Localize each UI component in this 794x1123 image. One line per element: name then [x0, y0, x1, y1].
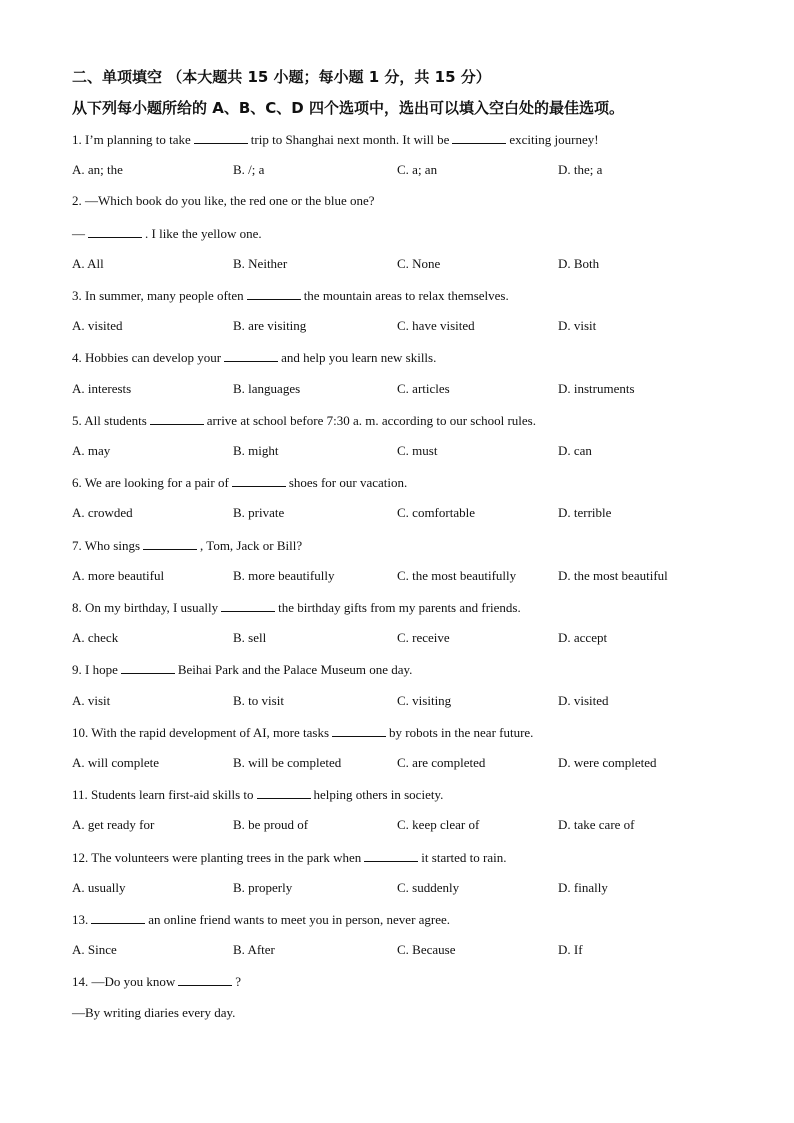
question-text: arrive at school before 7:30 a. m. according to our school rules. [206, 412, 536, 428]
answer-blank [232, 474, 286, 487]
answer-blank [121, 661, 175, 674]
question-14 [72, 973, 241, 990]
question-13-option-b: B. After [233, 942, 275, 958]
answer-blank [150, 412, 204, 425]
question-3-option-d: D. visit [558, 318, 597, 334]
question-text: , Tom, Jack or Bill? [200, 537, 303, 553]
question-text: it started to rain. [421, 849, 507, 865]
question-text: 8. On my birthday, I usually [72, 600, 219, 615]
section-instruction: 从下列每小题所给的 A、B、C、D 四个选项中，选出可以填入空白处的最佳选项。 [72, 99, 624, 117]
question-8-option-d: D. accept [558, 630, 608, 646]
question-1-option-d: D. the; a [558, 162, 603, 178]
question-text: Beihai Park and the Palace Museum one day. [177, 662, 413, 678]
question-5-option-d: D. can [558, 443, 592, 458]
question-2-option-b: B. Neither [233, 255, 288, 271]
question-2-reply [72, 225, 262, 242]
question-10-option-c: C. are completed [397, 755, 486, 770]
question-text: the mountain areas to relax themselves. [303, 288, 509, 303]
question-7-option-c: C. the most beautifully [397, 567, 517, 583]
answer-blank [452, 131, 506, 144]
question-3-option-b: B. are visiting [233, 318, 307, 334]
question-5-option-a: A. may [72, 443, 111, 458]
question-text: the birthday gifts from my parents and friends. [278, 600, 521, 615]
question-text: by robots in the near future. [389, 724, 534, 740]
question-text: and help you learn new skills. [281, 350, 437, 366]
question-8 [72, 599, 521, 616]
question-6-option-a: A. crowded [72, 505, 133, 521]
question-13-option-d: D. If [558, 942, 583, 958]
question-text: . I like the yellow one. [145, 225, 262, 241]
question-13-option-a: A. Since [72, 942, 117, 958]
question-12-option-c: C. suddenly [397, 879, 460, 895]
question-4-option-b: B. languages [233, 380, 301, 396]
question-2 [72, 193, 375, 209]
question-7-option-d: D. the most beautiful [558, 567, 668, 583]
answer-blank [221, 599, 275, 612]
question-6-option-c: C. comfortable [397, 505, 475, 521]
answer-blank [364, 849, 418, 862]
question-12 [72, 849, 507, 866]
question-text: trip to Shanghai next month. It will be [250, 132, 450, 147]
question-10-option-a: A. will complete [72, 755, 160, 770]
answer-blank [178, 973, 232, 986]
question-4 [72, 349, 436, 366]
question-text: helping others in society. [313, 787, 444, 803]
question-9-option-a: A. visit [72, 692, 111, 708]
question-6-option-b: B. private [233, 505, 285, 521]
question-3-option-a: A. visited [72, 318, 123, 334]
question-9-option-c: C. visiting [397, 692, 452, 708]
question-text: 10. With the rapid development of AI, more tasks [72, 724, 330, 740]
question-text: 4. Hobbies can develop your [72, 350, 222, 366]
question-6-option-d: D. terrible [558, 505, 612, 521]
question-text: — [72, 225, 85, 241]
question-text: 5. All students [72, 412, 147, 428]
question-13-option-c: C. Because [397, 942, 456, 958]
question-5-option-b: B. might [233, 443, 279, 458]
question-9 [72, 661, 412, 678]
question-10-option-d: D. were completed [558, 755, 657, 770]
question-text: 11. Students learn first-aid skills to [72, 787, 254, 803]
question-11-option-b: B. be proud of [233, 817, 309, 833]
question-5-option-c: C. must [397, 443, 438, 458]
question-2-option-a: A. All [72, 255, 104, 271]
question-8-option-a: A. check [72, 630, 119, 646]
question-text: ? [235, 974, 242, 990]
question-11 [72, 786, 443, 803]
question-1-option-c: C. a; an [397, 162, 438, 178]
question-4-option-c: C. articles [397, 380, 450, 396]
question-3 [72, 287, 509, 304]
answer-blank [88, 225, 142, 238]
question-text: an online friend wants to meet you in person, never agree. [148, 912, 451, 927]
answer-blank [224, 349, 278, 362]
question-text: 12. The volunteers were planting trees in the park when [72, 849, 362, 865]
question-1 [72, 131, 599, 148]
question-text: shoes for our vacation. [288, 475, 408, 491]
question-text: 13. [72, 912, 89, 927]
question-11-option-c: C. keep clear of [397, 817, 480, 833]
question-12-option-b: B. properly [233, 879, 293, 895]
answer-blank [332, 724, 386, 737]
question-4-option-d: D. instruments [558, 380, 635, 396]
question-text: 3. In summer, many people often [72, 288, 244, 303]
question-1-option-a: A. an; the [72, 162, 123, 178]
question-7 [72, 537, 302, 554]
question-8-option-b: B. sell [233, 630, 267, 646]
question-text: 7. Who sings [72, 537, 141, 553]
question-2-option-d: D. Both [558, 255, 600, 271]
question-text: 2. —Which book do you like, the red one or the blue one? [72, 193, 375, 209]
answer-blank [91, 911, 145, 924]
question-text: 1. I’m planning to take [72, 132, 191, 147]
question-text: 14. —Do you know [72, 974, 176, 990]
question-7-option-a: A. more beautiful [72, 567, 165, 583]
answer-blank [247, 287, 301, 300]
question-8-option-c: C. receive [397, 630, 450, 646]
answer-blank [143, 537, 197, 550]
question-7-option-b: B. more beautifully [233, 567, 335, 583]
answer-blank [257, 786, 311, 799]
question-5 [72, 412, 536, 429]
question-9-option-b: B. to visit [233, 692, 284, 708]
question-6 [72, 474, 407, 491]
section-title: 二、单项填空 （本大题共 15 小题；每小题 1 分，共 15 分） [72, 68, 491, 86]
question-10 [72, 724, 533, 741]
question-3-option-c: C. have visited [397, 318, 475, 334]
question-4-option-a: A. interests [72, 380, 132, 396]
question-1-option-b: B. /; a [233, 162, 265, 178]
answer-blank [194, 131, 248, 144]
question-14-reply: —By writing diaries every day. [72, 1004, 236, 1020]
question-text: 6. We are looking for a pair of [72, 475, 229, 491]
question-13 [72, 911, 450, 928]
question-2-option-c: C. None [397, 255, 441, 271]
question-11-option-d: D. take care of [558, 817, 635, 833]
question-10-option-b: B. will be completed [233, 755, 342, 770]
question-text: exciting journey! [509, 132, 599, 147]
question-12-option-d: D. finally [558, 879, 608, 895]
question-text: 9. I hope [72, 662, 118, 678]
question-12-option-a: A. usually [72, 879, 126, 895]
question-11-option-a: A. get ready for [72, 817, 155, 833]
question-9-option-d: D. visited [558, 692, 609, 708]
